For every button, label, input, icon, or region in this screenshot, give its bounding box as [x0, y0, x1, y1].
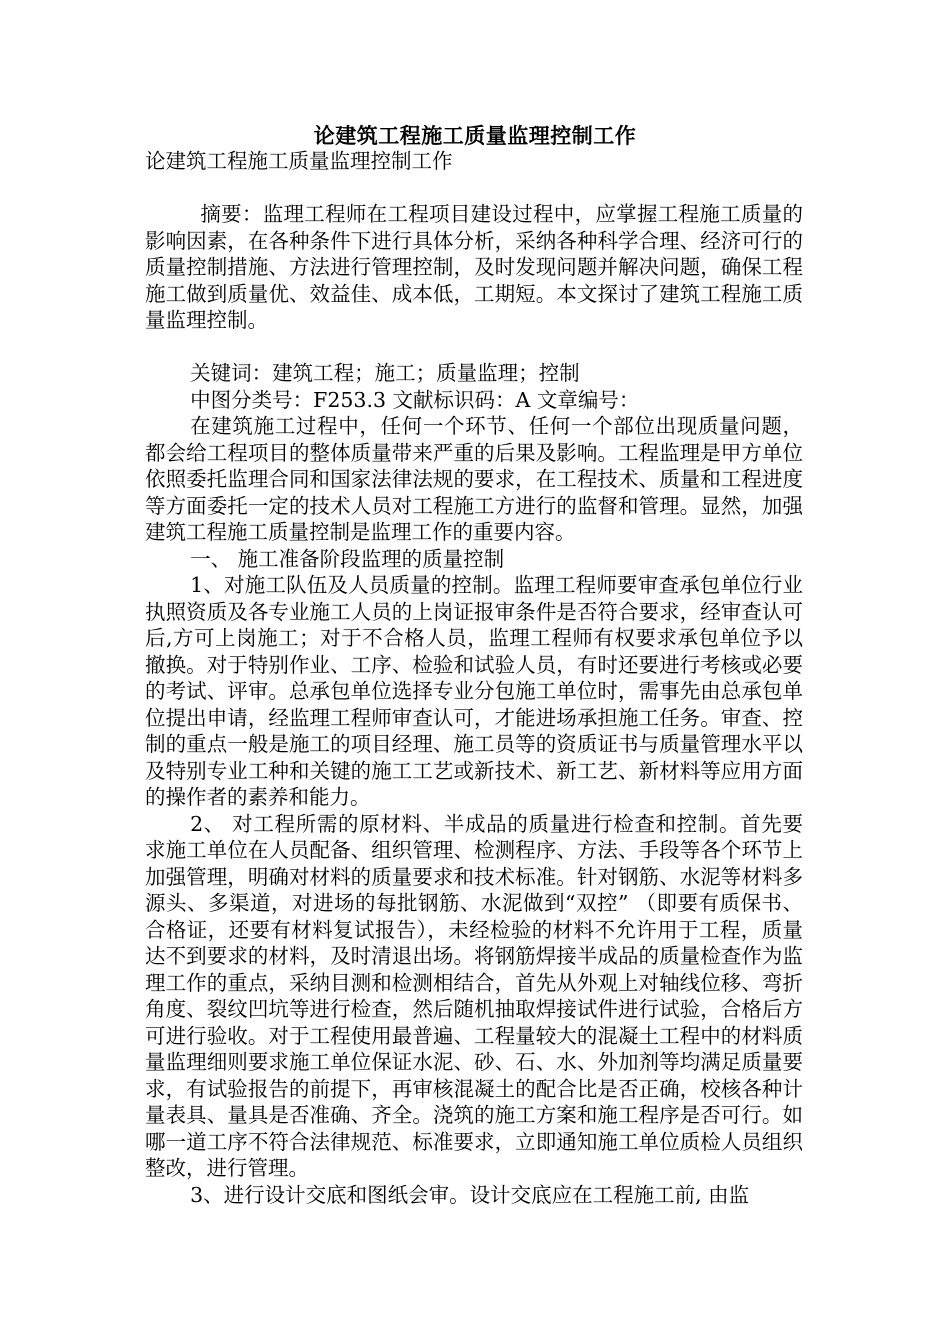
blank-line [145, 334, 803, 361]
item-1-paragraph: 1、对施工队伍及人员质量的控制。监理工程师要审查承包单位行业执照资质及各专业施工人员的上岗证报审条件是否符合要求，经审查认可后,方可上岗施工；对于不合格人员，监理工程师有权要求承包单位予以撤换。对于特别作业、工序、检验和试验人员，有时还要进行考核或必要的考试、评审。总承包单位选择专业分包施工单位时，需事先由总承包单位提出申请，经监理工程师审查认可，才能进场承担施工任务。审查、控制的重点一般是施工的项目经理、施工员等的资质证书与质量管理水平以及特别专业工种和关键的施工工艺或新技术、新工艺、新材料等应用方面的操作者的素养和能力。 [145, 573, 803, 809]
abstract-paragraph: 摘要：监理工程师在工程项目建设过程中，应掌握工程施工质量的影响因素，在各种条件下进行具体分析，采纳各种科学合理、经济可行的质量控制措施、方法进行管理控制，及时发现问题并解决问题，确保工程施工做到质量优、效益佳、成本低，工期短。本文探讨了建筑工程施工质量监理控制。 [145, 202, 803, 332]
document-title: 论建筑工程施工质量监理控制工作 [313, 123, 637, 148]
classification-line: 中图分类号：F253.3 文献标识码：A 文章编号： [190, 387, 640, 412]
blank-line [145, 175, 803, 202]
keywords-line: 关键词：建筑工程；施工；质量监理；控制 [190, 361, 580, 385]
section-heading: 一、 施工准备阶段监理的质量控制 [190, 546, 505, 571]
document-body [145, 148, 803, 1208]
item-2-paragraph: 2、 对工程所需的原材料、半成品的质量进行检查和控制。首先要求施工单位在人员配备、组织管理、检测程序、方法、手段等各个环节上加强管理，明确对材料的质量要求和技术标准。针对钢筋、水泥等材料多源头、多渠道，对进场的每批钢筋、水泥做到“双控” （即要有质保书、合格证，还要有材料复试报告），未经检验的材料不允许用于工程，质量达不到要求的材料，及时清退出场。将钢筋焊接半成品的质量检查作为监理工作的重点，采纳目测和检测相结合，首先从外观上对轴线位移、弯折角度、裂纹凹坑等进行检查，然后随机抽取焊接试件进行试验，合格后方可进行验收。对于工程使用最普遍、工程量较大的混凝土工程中的材料质量监理细则要求施工单位保证水泥、砂、石、水、外加剂等均满足质量要求，有试验报告的前提下，再审核混凝土的配合比是否正确，校核各种计量表具、量具是否准确、齐全。浇筑的施工方案和施工程序是否可行。如哪一道工序不符合法律规范、标准要求，立即通知施工单位质检人员组织整改，进行管理。 [145, 811, 803, 1180]
intro-paragraph: 在建筑施工过程中，任何一个环节、任何一个部位出现质量问题，都会给工程项目的整体质量带来严重的后果及影响。工程监理是甲方单位依照委托监理合同和国家法律法规的要求，在工程技术、质量和工程进度等方面委托一定的技术人员对工程施工方进行的监督和管理。显然，加强建筑工程施工质量控制是监理工作的重要内容。 [145, 414, 803, 544]
item-3-paragraph: 3、进行设计交底和图纸会审。设计交底应在工程施工前, 由监 [190, 1182, 750, 1207]
document-subtitle: 论建筑工程施工质量监理控制工作 [145, 149, 453, 173]
